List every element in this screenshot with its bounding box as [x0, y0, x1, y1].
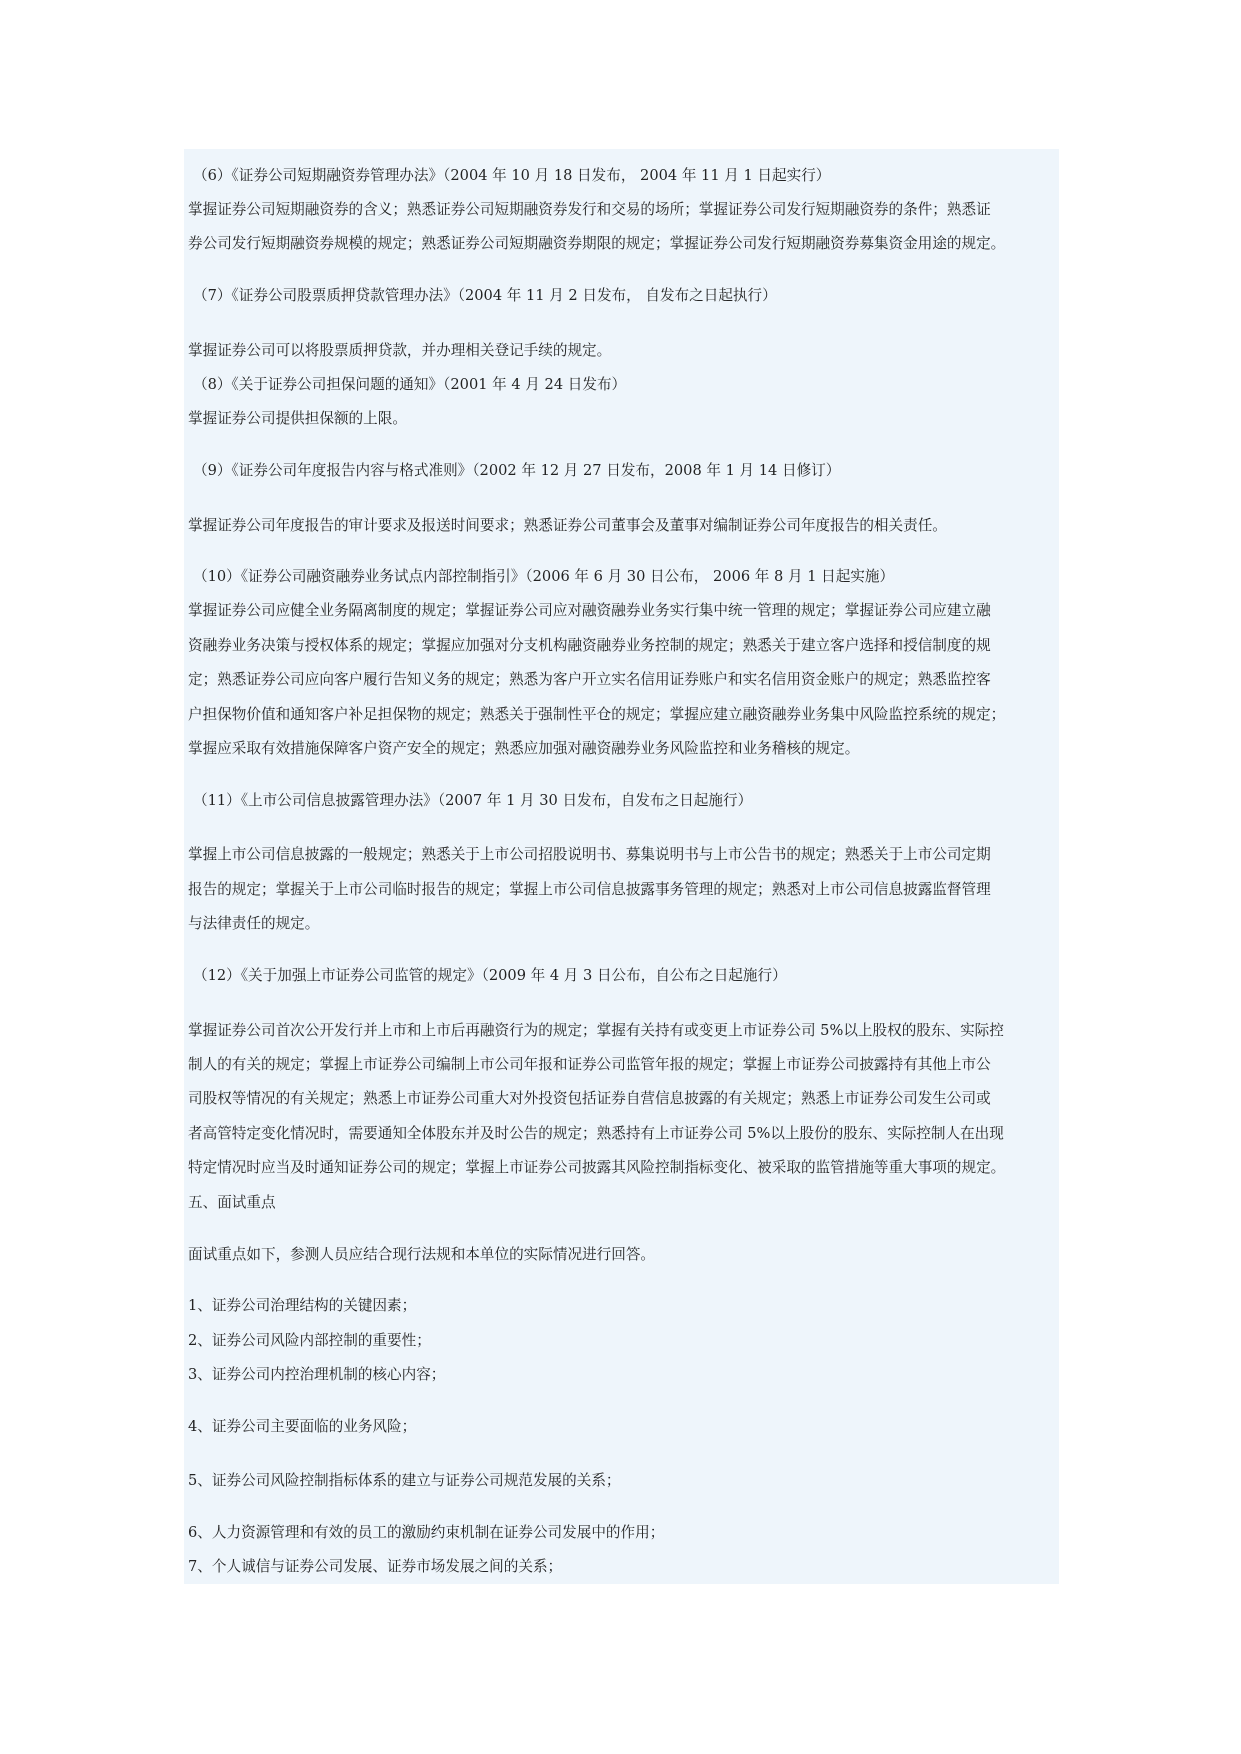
heading-item-12: （12）《关于加强上市证券公司监管的规定》（2009 年 4 月 3 日公布，自公布之日起施行） [193, 967, 787, 984]
section-heading: 五、面试重点 [188, 1194, 276, 1211]
paragraph-line: 面试重点如下，参测人员应结合现行法规和本单位的实际情况进行回答。 [188, 1246, 656, 1263]
list-item: 1、证券公司治理结构的关键因素； [188, 1297, 417, 1314]
list-item: 3、证券公司内控治理机制的核心内容； [188, 1366, 446, 1383]
list-item: 5、证券公司风险控制指标体系的建立与证券公司规范发展的关系； [188, 1472, 621, 1489]
paragraph-line: 司股权等情况的有关规定；熟悉上市证券公司重大对外投资包括证券自营信息披露的有关规定；熟悉上市证券公司发生公司或 [188, 1090, 991, 1107]
list-item: 2、证券公司风险内部控制的重要性； [188, 1332, 431, 1349]
paragraph-line: 掌握证券公司提供担保额的上限。 [188, 410, 407, 427]
heading-item-8: （8）《关于证券公司担保问题的通知》（2001 年 4 月 24 日发布） [193, 376, 627, 393]
list-item: 6、人力资源管理和有效的员工的激励约束机制在证券公司发展中的作用； [188, 1524, 665, 1541]
paragraph-line: 资融券业务决策与授权体系的规定；掌握应加强对分支机构融资融券业务控制的规定；熟悉关于建立客户选择和授信制度的规 [188, 637, 991, 654]
heading-item-9: （9）《证券公司年度报告内容与格式准则》（2002 年 12 月 27 日发布，2008 年 1 月 14 日修订） [193, 462, 841, 479]
heading-item-10: （10）《证券公司融资融券业务试点内部控制指引》（2006 年 6 月 30 日公布， 2006 年 8 月 1 日起实施） [193, 568, 895, 585]
paragraph-line: 掌握上市公司信息披露的一般规定；熟悉关于上市公司招股说明书、募集说明书与上市公告书的规定；熟悉关于上市公司定期 [188, 846, 991, 863]
list-item: 7、个人诚信与证券公司发展、证券市场发展之间的关系； [188, 1558, 563, 1575]
paragraph-line: 报告的规定；掌握关于上市公司临时报告的规定；掌握上市公司信息披露事务管理的规定；熟悉对上市公司信息披露监督管理 [188, 881, 991, 898]
paragraph-line: 掌握应采取有效措施保障客户资产安全的规定；熟悉应加强对融资融券业务风险监控和业务稽核的规定。 [188, 740, 860, 757]
list-item: 4、证券公司主要面临的业务风险； [188, 1418, 417, 1435]
paragraph-line: 掌握证券公司首次公开发行并上市和上市后再融资行为的规定；掌握有关持有或变更上市证券公司 5%以上股权的股东、实际控 [188, 1022, 1004, 1039]
heading-item-11: （11）《上市公司信息披露管理办法》（2007 年 1 月 30 日发布，自发布之日起施行） [193, 792, 753, 809]
paragraph-line: 券公司发行短期融资券规模的规定；熟悉证券公司短期融资券期限的规定；掌握证券公司发行短期融资券募集资金用途的规定。 [188, 235, 1006, 252]
paragraph-line: 制人的有关的规定；掌握上市证券公司编制上市公司年报和证券公司监管年报的规定；掌握上市证券公司披露持有其他上市公 [188, 1056, 991, 1073]
paragraph-line: 掌握证券公司年度报告的审计要求及报送时间要求；熟悉证券公司董事会及董事对编制证券公司年度报告的相关责任。 [188, 517, 947, 534]
paragraph-line: 掌握证券公司应健全业务隔离制度的规定；掌握证券公司应对融资融券业务实行集中统一管理的规定；掌握证券公司应建立融 [188, 602, 991, 619]
paragraph-line: 与法律责任的规定。 [188, 915, 320, 932]
paragraph-line: 户担保物价值和通知客户补足担保物的规定；熟悉关于强制性平仓的规定；掌握应建立融资融券业务集中风险监控系统的规定； [188, 706, 1006, 723]
paragraph-line: 掌握证券公司短期融资券的含义；熟悉证券公司短期融资券发行和交易的场所；掌握证券公司发行短期融资券的条件；熟悉证 [188, 201, 991, 218]
paragraph-line: 特定情况时应当及时通知证券公司的规定；掌握上市证券公司披露其风险控制指标变化、被采取的监管措施等重大事项的规定。 [188, 1159, 1006, 1176]
paragraph-line: 掌握证券公司可以将股票质押贷款，并办理相关登记手续的规定。 [188, 342, 612, 359]
paragraph-line: 定；熟悉证券公司应向客户履行告知义务的规定；熟悉为客户开立实名信用证券账户和实名信用资金账户的规定；熟悉监控客 [188, 671, 991, 688]
heading-item-7: （7）《证券公司股票质押贷款管理办法》（2004 年 11 月 2 日发布， 自发布之日起执行） [193, 287, 777, 304]
paragraph-line: 者高管特定变化情况时，需要通知全体股东并及时公告的规定；熟悉持有上市证券公司 5%以上股份的股东、实际控制人在出现 [188, 1125, 1004, 1142]
heading-item-6: （6）《证券公司短期融资券管理办法》（2004 年 10 月 18 日发布， 2004 年 11 月 1 日起实行） [193, 167, 831, 184]
